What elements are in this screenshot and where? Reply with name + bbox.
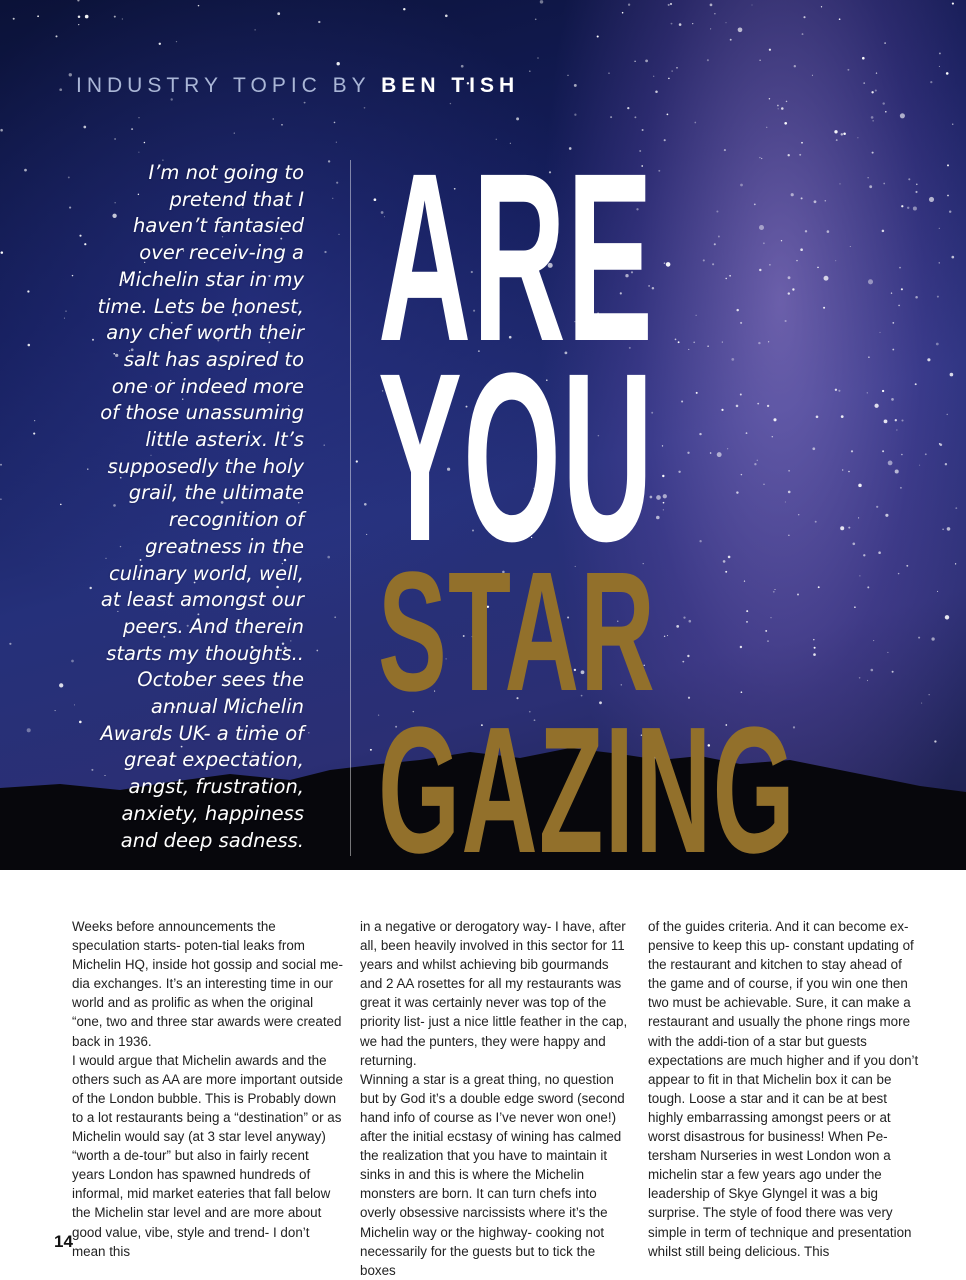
body-column-2: in a negative or derogatory way- I have, after all, been heavily involved in this sector for 11 years and whilst achieving bib gourmands and 2 AA rosettes for all my restaurants was great it was certainly never was top of the priority list- just a nice little feather in the cap, we had the punters, they were happy and returning. Winning a star is a great thing, no question but by God it’s a double edge sword (second hand info of course as I’ve never won one!) after the initial ecstasy of wining has calmed the realization that you have to maintain it sinks in and this is where the Michelin monsters are born. It can turn chefs into overly obsessive narcissists where it’s the Michelin way or the highway- cooking not necessarily for the guests but to tick the boxes [360, 919, 628, 1278]
body-column-3: of the guides criteria. And it can become ex-pensive to keep this up- constant updating of the restaurant and kitchen to stay ahead of the game and of course, if you win one then two must be achievable. Sure, it can make a restaurant and usually the phone rings more with the addi-tion of a star but guests expectations are much higher and if you don’t appear to fit in that Michelin box it can be tough. Loose a star and it can be at best highly embarrassing amongst peers or at worst disastrous for business! When Pe-tersham Nurseries in west London won a michelin star a few years ago under the leadership of Skye Glyngel it was a big surprise. The style of food there was very simple in term of technique and presentation whilst still being delicious. This [648, 919, 919, 1259]
page-number: 14 [54, 1232, 73, 1251]
headline-line-star: STAR [378, 537, 656, 727]
headline-line-you: YOU [378, 323, 654, 591]
kicker-label: INDUSTRY TOPIC BY [76, 74, 382, 97]
author-name: BEN TISH [381, 74, 520, 97]
headline-line-are: ARE [378, 123, 654, 391]
intro-paragraph: I’m not going to pretend that I haven’t fantasied over receiv-ing a Michelin star in my time. Lets be honest, any chef worth their salt has aspired to one or indeed more of those unassuming little asterix. It’s supposedly the holy grail, the ultimate recognition of greatness in the culinary world, well, at least amongst our peers. And therein starts my thoughts.. October sees the annual Michelin Awards UK- a time of great expectation, angst, frustration, anxiety, happiness and deep sadness. [97, 161, 304, 852]
headline-line-gazing: GAZING [378, 690, 796, 870]
body-column-1: Weeks before announcements the speculation starts- poten-tial leaks from Michelin HQ, inside hot gossip and social me-dia exchanges. It’s an interesting time in our world and as prolific as when the original “one, two and three star awards were created back in 1936. I would argue that Michelin awards and the others such as AA are more important outside of the London bubble. This is Probably down to a lot restaurants being a “destination” or as Michelin would say (at 3 star level anyway) “worth a de-tour” but also in fairly recent years London has spawned hundreds of informal, mid market eateries that fall below the Michelin star level and are more about good value, vibe, style and trend- I don’t mean this [72, 919, 343, 1259]
